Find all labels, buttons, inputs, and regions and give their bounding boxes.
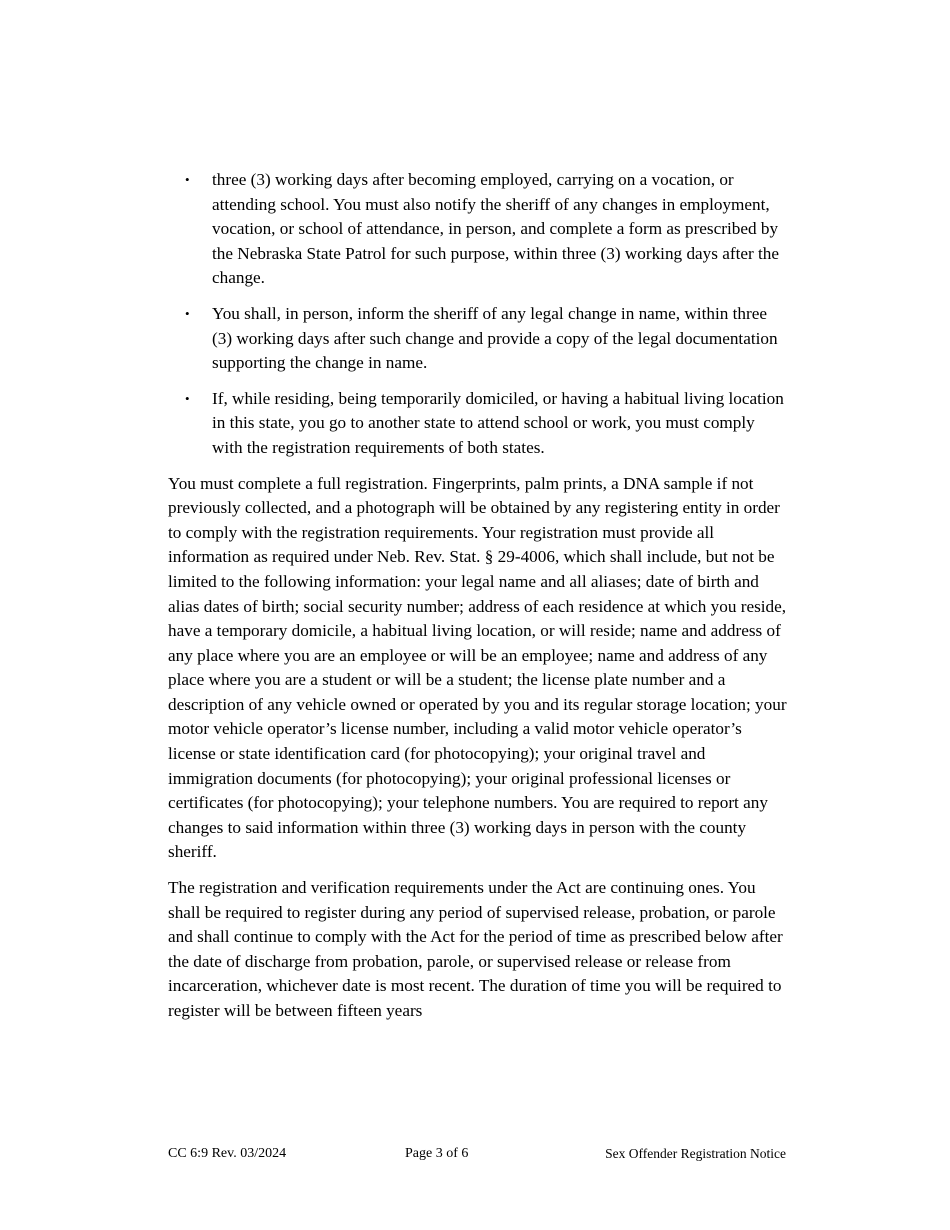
duration-paragraph: The registration and verification requirements under the Act are continuing ones. You shall be required to register during any period of supervised release, probation, or parole and shall continue to comply with the Act for the period of time as prescribed below after the date of discharge from probation, parole, or supervised release or release from incarceration, whichever date is most recent. The duration of time you will be required to register will be between fifteen years — [168, 878, 783, 1020]
document-title: Sex Offender Registration Notice — [605, 1146, 786, 1161]
page-footer — [168, 1146, 788, 1166]
page-number: Page 3 of 6 — [405, 1146, 469, 1161]
list-item-text: three (3) working days after becoming employed, carrying on a vocation, or attending school. You must also notify the sheriff of any changes in employment, vocation, or school of attendance, in person, and complete a form as prescribed by the Nebraska State Patrol for such purpose, within three (3) working days after the change. — [212, 170, 780, 288]
list-item — [168, 302, 788, 376]
registration-paragraph: You must complete a full registration. Fingerprints, palm prints, a DNA sample if not previously collected, and a photograph will be obtained by any registering entity in order to comply with the registration requirements. Your registration must provide all information as required under Neb. Rev. Stat. § 29-4006, which shall include, but not be limited to the following information: your legal name and all aliases; date of birth and alias dates of birth; social security number; address of each residence at which you reside, have a temporary domicile, a habitual living location, or will reside; name and address of any place where you are an employee or will be an employee; name and address of any place where you are a student or will be a student; the license plate number and a description of any vehicle owned or operated by you and its regular storage location; your motor vehicle operator’s license number, including a valid motor vehicle operator’s license or state identification card (for photocopying); your original travel and immigration documents (for photocopying); your original professional licenses or certificates (for photocopying); your telephone numbers. You are required to report any changes to said information within three (3) working days in person with the county sheriff. — [168, 473, 787, 862]
requirements-list — [168, 168, 788, 461]
list-item-text: If, while residing, being temporarily domiciled, or having a habitual living location in this state, you go to another state to attend school or work, you must comply with the registration requirements of both states. — [212, 388, 784, 457]
list-item — [168, 387, 788, 461]
list-item-text: You shall, in person, inform the sheriff of any legal change in name, within three (3) working days after such change and provide a copy of the legal documentation supporting the change in name. — [212, 303, 778, 373]
bullet-icon: • — [185, 172, 190, 187]
bullet-icon: • — [185, 305, 190, 321]
form-id: CC 6:9 Rev. 03/2024 — [168, 1146, 287, 1161]
list-item — [168, 168, 788, 291]
bullet-icon: • — [185, 390, 190, 406]
document-body — [168, 168, 788, 1035]
